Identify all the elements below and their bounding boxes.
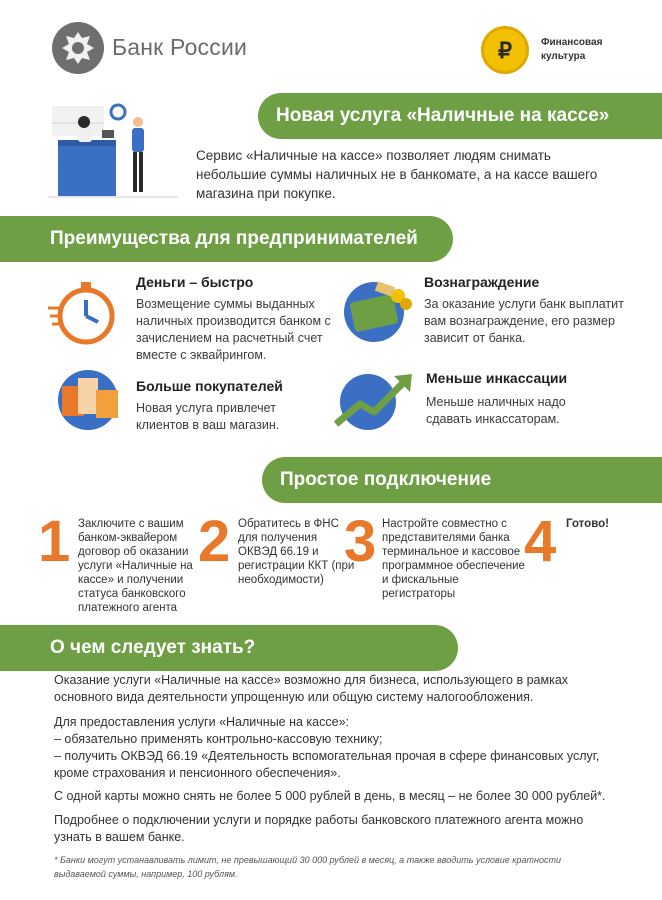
growth-arrow-icon (334, 368, 414, 434)
know-title: О чем следует знать? (50, 637, 256, 658)
know-paragraph-2 (54, 714, 614, 782)
advantages-title-banner (0, 216, 453, 262)
advantage-text-1: Возмещение суммы выданных наличных производится банком с зачислением на расчетный счет вместе с эквайрингом. (136, 297, 331, 362)
know-requirement-1: – обязательно применять контрольно-кассовую технику; (54, 732, 383, 746)
step-number-2: 2 (198, 509, 231, 574)
advantage-text-4: Меньше наличных надо сдавать инкассаторам. (426, 395, 566, 426)
ruble-coin-icon (481, 26, 529, 74)
know-paragraph-1: Оказание услуги «Наличные на кассе» возможно для бизнеса, использующего в рамках основного вида деятельности упрощенную или общую систему налогообложения. (54, 673, 569, 704)
svg-text:₽: ₽ (498, 38, 512, 63)
financial-culture-label (541, 36, 631, 64)
cashier-illustration (48, 100, 178, 200)
service-title: Новая услуга «Наличные на кассе» (276, 105, 610, 126)
step-text-2: Обратитесь в ФНС для получения ОКВЭД 66.19 и регистрации ККТ (при необходимости) (238, 518, 355, 586)
fin-culture-line1: Финансовая (541, 37, 603, 48)
advantage-title-4: Меньше инкассации (426, 370, 568, 386)
step-text-1: Заключите с вашим банком-эквайером договор об оказании услуги «Наличные на кассе» и получении статуса банковского платежного агента (78, 518, 193, 614)
advantage-title-3: Больше покупателей (136, 378, 283, 394)
footnote: * Банки могут устанавливать лимит, не превышающий 30 000 рублей в месяц, а также вводить условие кратности выдаваемой суммы, например, 100 рублям. (54, 855, 561, 879)
shopping-bags-icon (50, 362, 126, 432)
connection-title-banner (262, 457, 662, 503)
step-number-3: 3 (344, 509, 377, 574)
stopwatch-icon (46, 276, 120, 350)
know-requirements-intro: Для предоставления услуги «Наличные на кассе»: (54, 715, 350, 729)
advantage-text-2: За оказание услуги банк выплатит вам вознаграждение, его размер зависит от банка. (424, 297, 624, 345)
connection-title: Простое подключение (280, 469, 492, 490)
know-requirement-2: – получить ОКВЭД 66.19 «Деятельность вспомогательная прочая в сфере финансовых услуг, кроме страхования и пенсионного обеспечения». (54, 749, 600, 780)
know-paragraph-3: С одной карты можно снять не более 5 000 рублей в день, в месяц – не более 30 000 рублей*. (54, 789, 606, 803)
step-number-4: 4 (524, 509, 557, 574)
wallet-icon (336, 276, 416, 346)
step-number-1: 1 (38, 509, 71, 574)
advantage-text-3: Новая услуга привлечет клиентов в ваш магазин. (136, 401, 280, 432)
advantage-title-2: Вознаграждение (424, 274, 540, 290)
service-title-banner (258, 93, 662, 139)
bank-emblem-logo (52, 22, 104, 74)
know-paragraph-4: Подробнее о подключении услуги и порядке работы банковского платежного агента можно узнать в вашем банке. (54, 813, 584, 844)
step-text-3: Настройте совместно с представителями банка терминальное и кассовое программное обеспечение и фискальные регистраторы (382, 518, 525, 600)
advantage-title-1: Деньги – быстро (136, 274, 254, 290)
know-title-banner (0, 625, 458, 671)
fin-culture-line2: культура (541, 51, 586, 62)
bank-name: Банк России (112, 34, 248, 60)
advantages-title: Преимущества для предпринимателей (50, 228, 418, 249)
service-description: Сервис «Наличные на кассе» позволяет людям снимать небольшие суммы наличных не в банкомате, а на кассе вашего магазина при покупке. (196, 148, 598, 201)
step-text-4: Готово! (566, 518, 609, 530)
